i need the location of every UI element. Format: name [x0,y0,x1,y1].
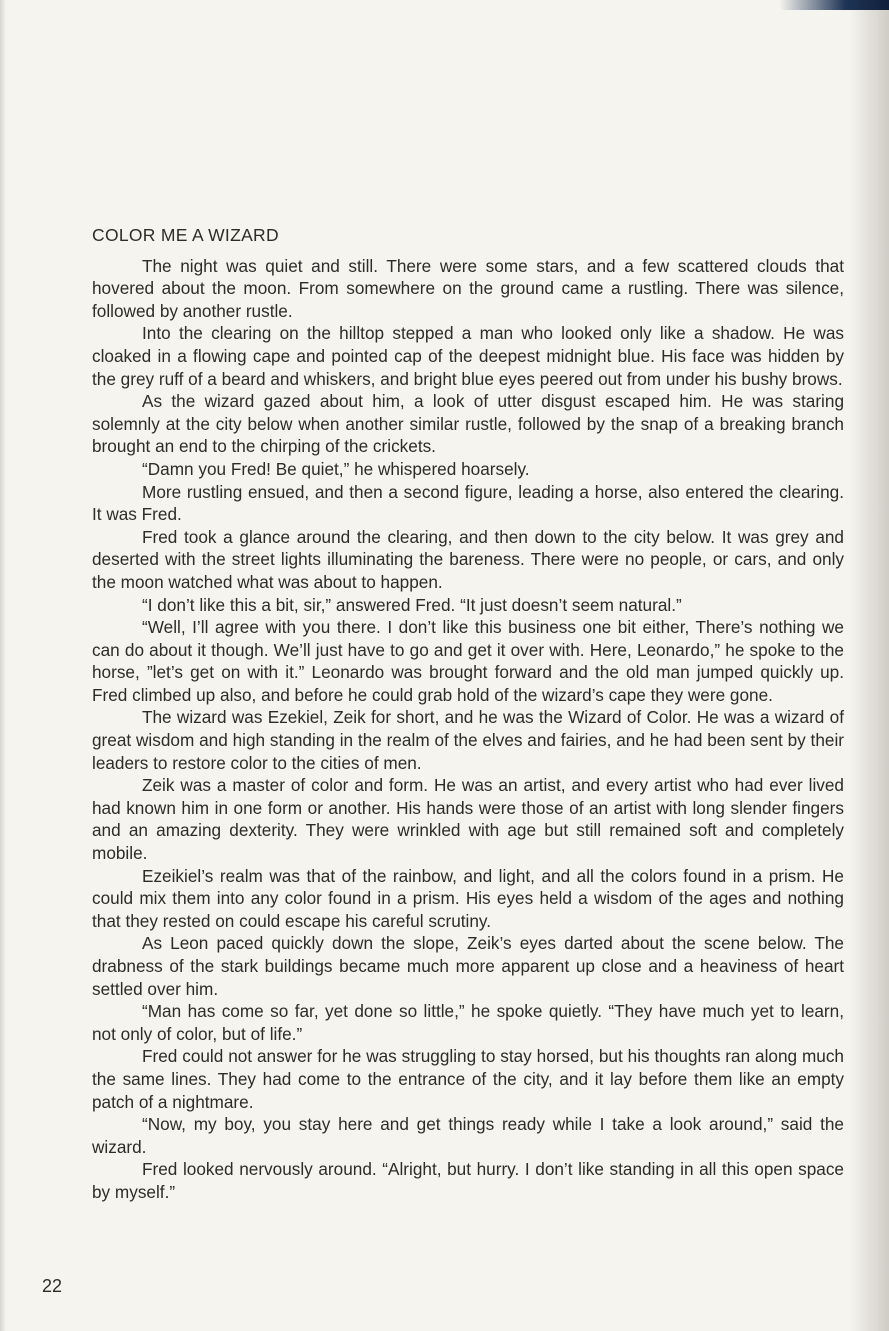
corner-tab-mark [779,0,889,10]
paragraph: “Damn you Fred! Be quiet,” he whispered hoarsely. [142,458,530,479]
paragraph: “Now, my boy, you stay here and get things ready while I take a look around,” said the wizard. [92,1114,844,1157]
paragraph: Fred looked nervously around. “Alright, but hurry. I don’t like standing in all this open space by myself.” [92,1159,844,1202]
paragraph: Fred could not answer for he was struggling to stay horsed, but his thoughts ran along much the same lines. They had come to the entrance of the city, and it lay before them like an empty patch of a nightmare. [92,1046,844,1112]
paragraph: “Well, I’ll agree with you there. I don’t like this business one bit either, There’s nothing we can do about it though. We’ll just have to go and get it over with. Here, Leonardo,” he spoke to the horse, ”let’s get on with it.” Leonardo was brought forward and the old man jumped quickly up. Fred climbed up also, and before he could grab hold of the wizard’s cape they were gone. [92,617,844,705]
paragraph: Ezeikiel’s realm was that of the rainbow, and light, and all the colors found in a prism. He could mix them into any color found in a prism. His eyes held a wisdom of the ages and nothing that they rested on could escape his careful scrutiny. [92,865,844,931]
page-number: 22 [42,1276,63,1296]
story-body [92,224,844,1204]
page-left-edge [0,0,6,1331]
page-binding-shadow [849,0,889,1331]
paragraph: Into the clearing on the hilltop stepped a man who looked only like a shadow. He was cloaked in a flowing cape and pointed cap of the deepest midnight blue. His face was hidden by the grey ruff of a beard and whiskers, and bright blue eyes peered out from under his bushy brows. [92,323,844,389]
paragraph: More rustling ensued, and then a second figure, leading a horse, also entered the clearing. It was Fred. [92,481,844,525]
paragraph: The night was quiet and still. There were some stars, and a few scattered clouds that hovered about the moon. From somewhere on the ground came a rustling. There was silence, followed by another rustle. [92,255,844,321]
paragraph: Zeik was a master of color and form. He was an artist, and every artist who had ever lived had known him in one form or another. His hands were those of an artist with long slender fingers and an amazing dexterity. They were wrinkled with age but still remained soft and completely mobile. [92,775,844,864]
paragraph: “I don’t like this a bit, sir,” answered Fred. “It just doesn’t seem natural.” [142,594,682,615]
paragraph: “Man has come so far, yet done so little,” he spoke quietly. “They have much yet to learn, not only of color, but of life.” [92,1001,844,1044]
paragraph: The wizard was Ezekiel, Zeik for short, and he was the Wizard of Color. He was a wizard of great wisdom and high standing in the realm of the elves and fairies, and he had been sent by their leaders to restore color to the cities of men. [92,707,844,773]
paragraph: As Leon paced quickly down the slope, Zeik’s eyes darted about the scene below. The drabness of the stark buildings became much more apparent up close and a heaviness of heart settled over him. [92,933,844,999]
paragraph: Fred took a glance around the clearing, and then down to the city below. It was grey and deserted with the street lights illuminating the bareness. There were no people, or cars, and only the moon watched what was about to happen. [92,526,844,592]
story-title: COLOR ME A WIZARD [92,225,279,245]
paragraph: As the wizard gazed about him, a look of utter disgust escaped him. He was staring solemnly at the city below when another similar rustle, followed by the snap of a breaking branch brought an end to the chirping of the crickets. [92,391,844,457]
